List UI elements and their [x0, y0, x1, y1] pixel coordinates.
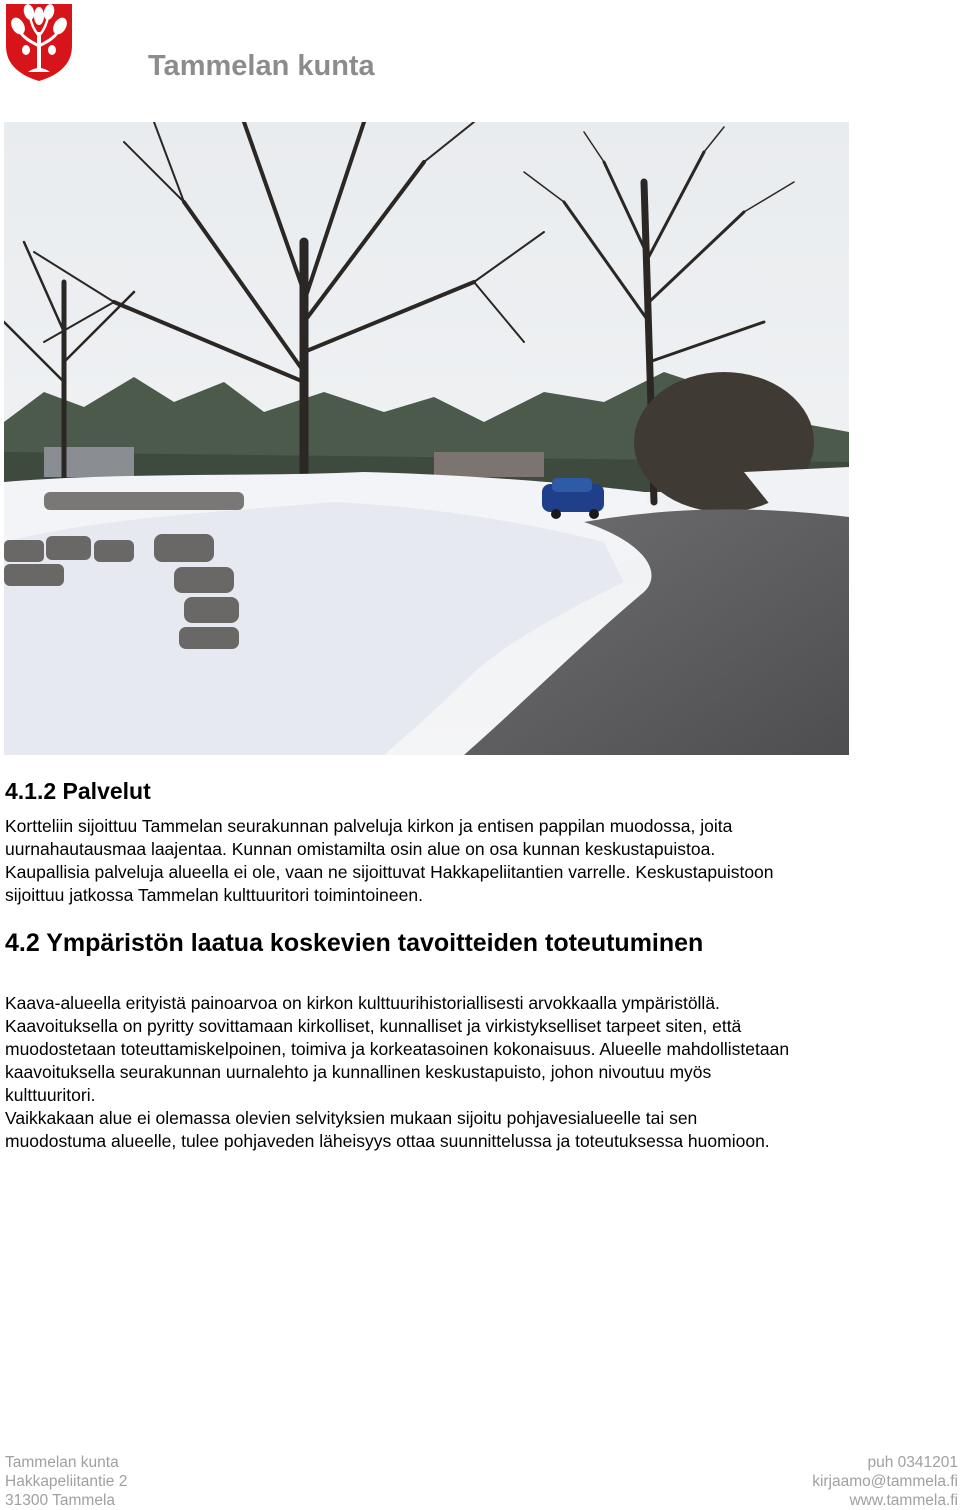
section-heading-ymparisto: 4.2 Ympäristön laatua koskevien tavoitteiden toteutuminen: [5, 929, 704, 957]
municipal-coat-of-arms-oak-icon: [4, 2, 74, 82]
paragraph-line: kaavoituksella seurakunnan uurnalehto ja kunnallinen keskustapuisto, johon nivoutuu myös: [5, 1062, 712, 1082]
paragraph-line: sijoittuu jatkossa Tammelan kulttuuritori toimintoineen.: [5, 885, 423, 905]
footer-address: [5, 1453, 127, 1510]
section-heading-palvelut: 4.1.2 Palvelut: [5, 778, 151, 804]
paragraph-line: Kaava-alueella erityistä painoarvoa on kirkon kulttuurihistoriallisesti arvokkaalla ympäristöllä.: [5, 993, 720, 1013]
paragraph-line: muodostetaan toteuttamiskelpoinen, toimiva ja korkeatasoinen kokonaisuus. Alueelle mahdollistetaan: [5, 1039, 790, 1059]
section-paragraph-palvelut: [5, 815, 955, 907]
paragraph-line: muodostuma alueelle, tulee pohjaveden läheisyys ottaa suunnittelussa ja toteutuksessa huomioon.: [5, 1131, 770, 1151]
paragraph-line: Kortteliin sijoittuu Tammelan seurakunnan palveluja kirkon ja entisen pappilan muodossa, joita: [5, 816, 733, 836]
paragraph-line: uurnahautausmaa laajentaa. Kunnan omistamilta osin alue on osa kunnan keskustapuistoa.: [5, 839, 716, 859]
paragraph-line: Kaupallisia palveluja alueella ei ole, vaan ne sijoittuvat Hakkapeliitantien varrelle. Keskustapuistoon: [5, 862, 774, 882]
footer-street: Hakkapeliitantie 2: [5, 1473, 128, 1490]
footer-email[interactable]: kirjaamo@tammela.fi: [812, 1473, 958, 1490]
winter-snow-street-photo: [4, 122, 849, 755]
footer-contact: [812, 1453, 958, 1510]
footer-postal: 31300 Tammela: [5, 1492, 116, 1509]
footer-org: Tammelan kunta: [5, 1454, 119, 1471]
paragraph-line: Vaikkakaan alue ei olemassa olevien selvityksien mukaan sijoitu pohjavesialueelle tai sen: [5, 1108, 698, 1128]
paragraph-line: Kaavoituksella on pyritty sovittamaan kirkolliset, kunnalliset ja virkistykselliset tarpeet siten, että: [5, 1016, 742, 1036]
section-paragraph-ymparisto: [5, 992, 955, 1153]
footer-phone: puh 0341201: [867, 1454, 958, 1471]
brand-name: Tammelan kunta: [148, 50, 375, 82]
footer-web[interactable]: www.tammela.fi: [849, 1492, 958, 1509]
paragraph-line: kulttuuritori.: [5, 1085, 96, 1105]
